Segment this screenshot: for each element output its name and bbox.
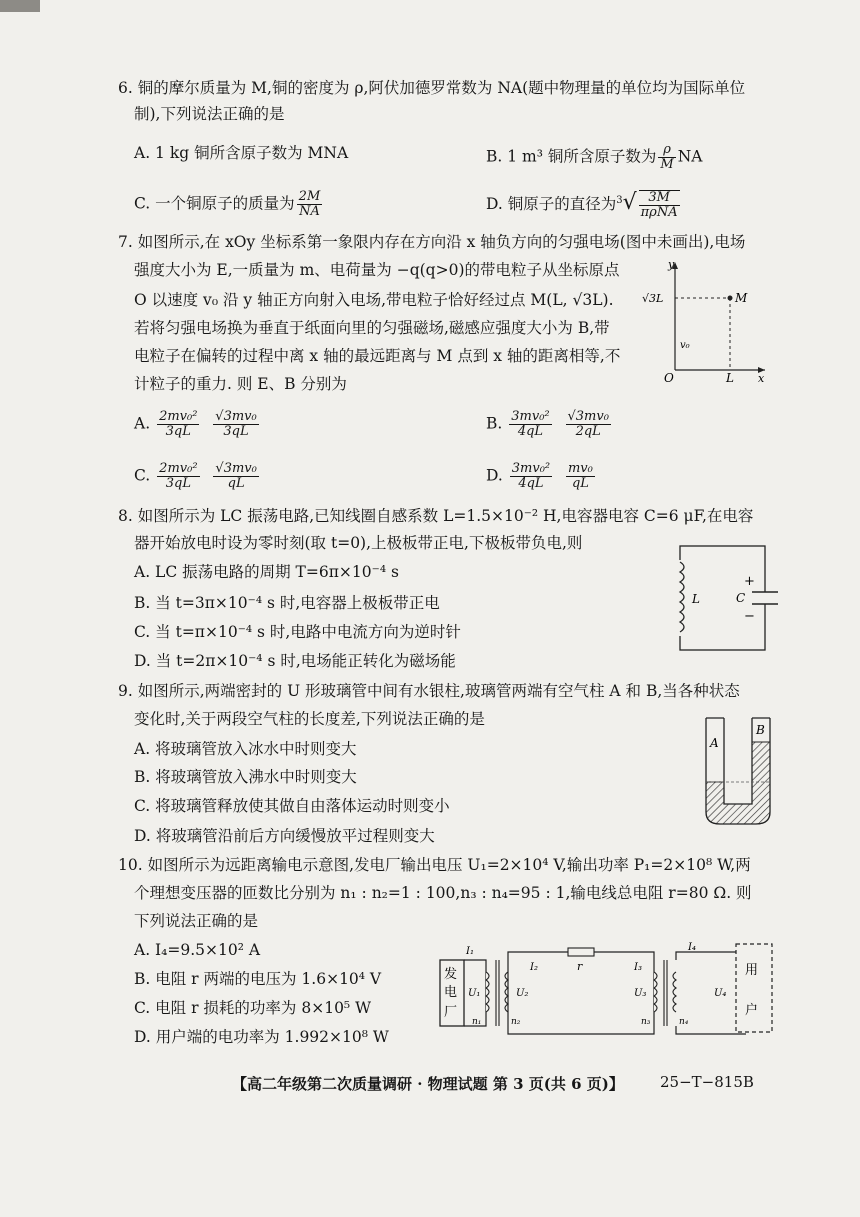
page-footer: 【高二年级第二次质量调研 · 物理试题 第 3 页(共 6 页)】 [232,1075,624,1093]
q8-fig-minus: − [744,609,755,624]
q8-stem-line2: 器开始放电时设为零时刻(取 t=0),上极板带正电,下极板带负电,则 [134,534,583,552]
q7-fig-x-label: x [758,372,765,383]
q10-option-a: A. I₄=9.5×10² A [134,941,261,959]
q10-stem-line1: 10. 如图所示为远距离输电示意图,发电厂输出电压 U₁=2×10⁴ V,输出功率 P₁=2×10⁸ W,两 [118,856,751,874]
q7-option-b: B. $\frac{\text{3mv₀²}}{4qL}$ $\frac{\text{√3mv₀}}{2qL}$ [486,409,609,439]
q7-stem-line6: 计粒子的重力. 则 E、B 分别为 [134,375,347,393]
q9-option-b: B. 将玻璃管放入沸水中时则变大 [134,768,357,786]
q10-fig-i1: I₁ [466,946,474,957]
q7-fig-y-label: y [668,258,675,271]
q6-option-c: C. 一个铜原子的质量为 $\frac{2M}{NA}$ [134,189,321,219]
q8-fig-plus: + [744,574,755,589]
scan-edge [0,0,40,12]
q10-fig-i4: I₄ [688,942,696,953]
q8-option-b: B. 当 t=3π×10⁻⁴ s 时,电容器上极板带正电 [134,594,440,612]
q10-fig-i3: I₃ [634,962,642,973]
q7-fig-l-label: L [726,371,734,383]
q7-option-a: A. $\frac{\text{2mv₀²}}{3qL}$ $\frac{\text{√3mv₀}}{3qL}$ [134,409,257,439]
q6-stem-line1: 6. 铜的摩尔质量为 M,铜的密度为 ρ,阿伏加德罗常数为 NA(题中物理量的单位均为国际单位 [118,79,746,97]
q10-fig-user-char1: 用 [745,963,759,978]
q10-fig-n4: n₄ [679,1017,689,1027]
q7-fig-origin: O [664,371,674,383]
q9-stem-line2: 变化时,关于两段空气柱的长度差,下列说法正确的是 [134,710,485,728]
q10-fig-u1: U₁ [468,988,481,999]
q9-stem-line1: 9. 如图所示,两端密封的 U 形玻璃管中间有水银柱,玻璃管两端有空气柱 A 和 B,当各种状态 [118,682,740,700]
q10-transmission-figure [438,938,778,1038]
q6-option-a: A. 1 kg 铜所含原子数为 MNA [134,144,349,162]
q9-option-d: D. 将玻璃管沿前后方向缓慢放平过程则变大 [134,827,435,845]
q7-stem-line1: 7. 如图所示,在 xOy 坐标系第一象限内存在方向沿 x 轴负方向的匀强电场(图中未画出),电场 [118,233,746,251]
q10-fig-r: r [577,960,583,973]
q10-fig-i2: I₂ [530,962,538,973]
q10-fig-n3: n₃ [641,1017,651,1027]
q8-option-c: C. 当 t=π×10⁻⁴ s 时,电路中电流方向为逆时针 [134,623,461,641]
q10-option-b: B. 电阻 r 两端的电压为 1.6×10⁴ V [134,970,382,988]
q8-option-d: D. 当 t=2π×10⁻⁴ s 时,电场能正转化为磁场能 [134,652,456,670]
q10-fig-plant-char1: 发 [444,967,458,982]
q7-option-c: C. $\frac{\text{2mv₀²}}{3qL}$ $\frac{\text{√3mv₀}}{qL}$ [134,461,257,491]
q6-option-d: D. 铜原子的直径为$^3$√ $\frac{3M}{\text{πρNA}}$ [486,190,678,220]
q6-stem-line2: 制),下列说法正确的是 [134,105,285,123]
q10-fig-u2: U₂ [516,988,529,999]
q9-u-tube-figure [700,712,780,832]
q7-stem-line4: 若将匀强电场换为垂直于纸面向里的匀强磁场,磁感应强度大小为 B,带 [134,319,610,337]
q10-fig-user-char2: 户 [745,1003,759,1018]
q10-fig-n2: n₂ [511,1017,521,1027]
q9-option-a: A. 将玻璃管放入冰水中时则变大 [134,740,357,758]
q6-option-b: B. 1 m³ 铜所含原子数为 $\frac{\rho}{M}$ NA [486,142,703,172]
q9-option-c: C. 将玻璃管释放使其做自由落体运动时则变小 [134,797,450,815]
q10-fig-plant-char2: 电 [444,985,458,1000]
q8-fig-c-label: C [736,591,746,605]
q10-fig-u4: U₄ [714,988,727,999]
paper-code: 25−T−815B [660,1073,754,1091]
q10-stem-line3: 下列说法正确的是 [134,912,259,930]
q7-option-d: D. $\frac{\text{3mv₀²}}{4qL}$ $\frac{\text{mv₀}}{qL}$ [486,461,593,491]
q9-fig-b-label: B [756,723,765,737]
q8-option-a: A. LC 振荡电路的周期 T=6π×10⁻⁴ s [134,563,399,581]
q10-fig-n1: n₁ [472,1017,482,1027]
q7-stem-line5: 电粒子在偏转的过程中离 x 轴的最远距离与 M 点到 x 轴的距离相等,不 [134,347,621,365]
q8-lc-circuit-figure [668,538,778,658]
q10-option-d: D. 用户端的电功率为 1.992×10⁸ W [134,1028,389,1046]
q8-fig-l-label: L [692,592,700,606]
q7-coordinate-figure [640,258,770,383]
q10-fig-plant-char3: 厂 [444,1005,458,1020]
q10-option-c: C. 电阻 r 损耗的功率为 8×10⁵ W [134,999,371,1017]
q7-fig-m-label: M [735,291,748,305]
q10-stem-line2: 个理想变压器的匝数比分别为 n₁ : n₂=1 : 100,n₃ : n₄=95 : 1,输电线总电阻 r=80 Ω. 则 [134,884,752,902]
q7-fig-sqrt3l-label: √3L [642,292,664,305]
q10-fig-u3: U₃ [634,988,647,999]
q7-stem-line2: 强度大小为 E,一质量为 m、电荷量为 −q(q>0)的带电粒子从坐标原点 [134,261,620,279]
q8-stem-line1: 8. 如图所示为 LC 振荡电路,已知线圈自感系数 L=1.5×10⁻² H,电容器电容 C=6 μF,在电容 [118,507,754,525]
q7-fig-v0-label: v₀ [680,340,690,351]
q9-fig-a-label: A [710,736,719,750]
q7-stem-line3: O 以速度 v₀ 沿 y 轴正方向射入电场,带电粒子恰好经过点 M(L, √3L). [134,291,614,309]
